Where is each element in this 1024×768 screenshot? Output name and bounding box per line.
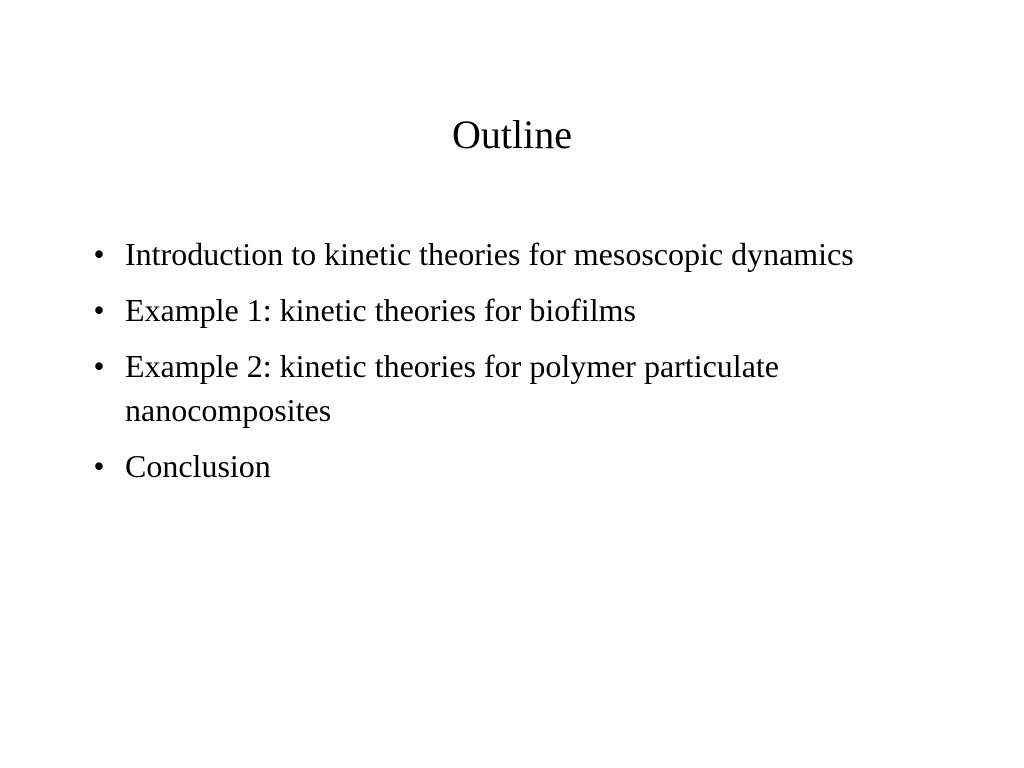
bullet-dot-icon: •	[93, 348, 105, 384]
bullet-dot-icon: •	[93, 292, 105, 328]
bullet-item-introduction	[84, 232, 904, 276]
bullet-item-conclusion	[84, 444, 904, 488]
bullet-item-example-1	[84, 288, 904, 332]
bullet-item-example-2	[84, 344, 904, 432]
bullet-dot-icon: •	[93, 448, 105, 484]
bullet-dot-icon: •	[93, 236, 105, 272]
bullet-text: Introduction to kinetic theories for mesoscopic dynamics	[125, 236, 854, 272]
bullet-text: Conclusion	[125, 448, 271, 484]
bullet-text: Example 2: kinetic theories for polymer particulate nanocomposites	[125, 348, 779, 428]
bullet-list	[84, 232, 904, 500]
bullet-text: Example 1: kinetic theories for biofilms	[125, 292, 636, 328]
slide-title: Outline	[452, 112, 572, 157]
